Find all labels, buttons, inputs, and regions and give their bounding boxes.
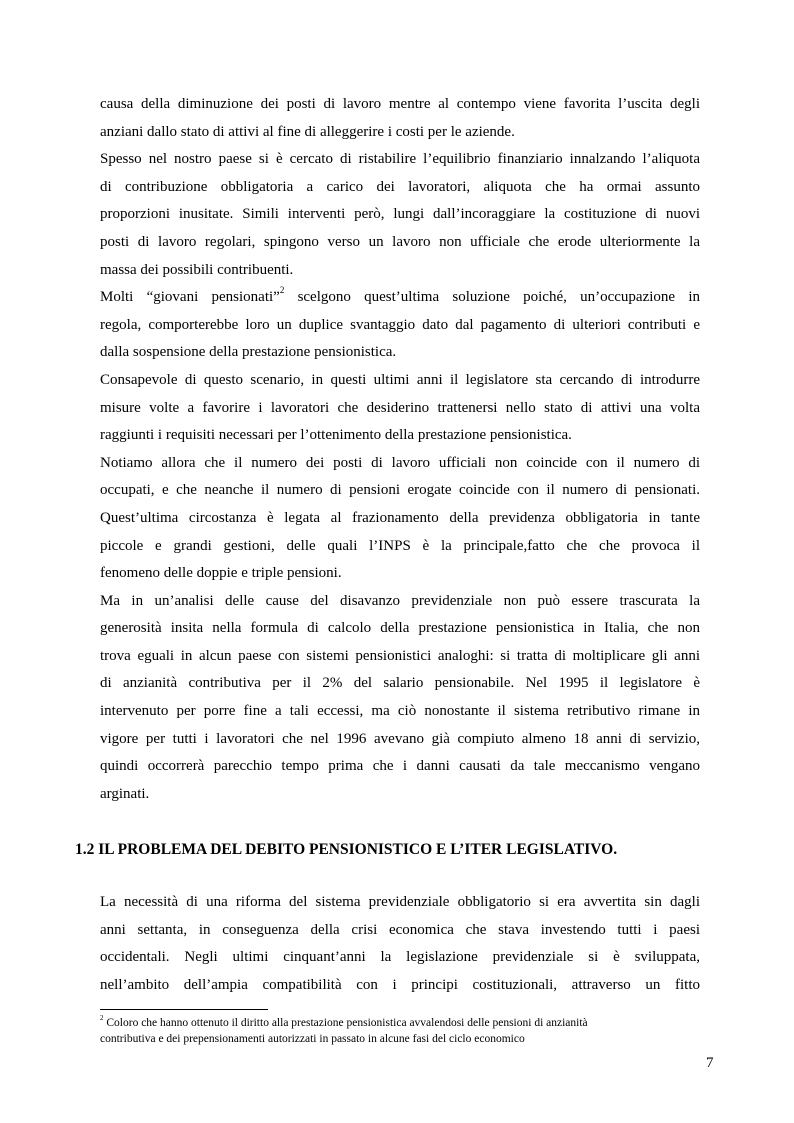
footnote-line: [100, 1015, 700, 1031]
text-line: quindi occorrerà parecchio tempo prima che i danni causati da tale meccanismo vengano: [100, 758, 700, 775]
text-line: arginati.: [100, 785, 150, 802]
text-line: generosità insita nella formula di calcolo della prestazione pensionistica in Italia, che non: [100, 620, 700, 637]
text-line: intervenuto per porre fine a tali eccessi, ma ciò nonostante il sistema retributivo rimane in: [100, 703, 700, 720]
text-line: misure volte a favorire i lavoratori che desiderino trattenersi nello stato di attivi una volta: [100, 399, 700, 416]
text-line: nell’ambito dell’ampia compatibilità con i principi costituzionali, attraverso un fitto: [100, 976, 700, 993]
text-line: Notiamo allora che il numero dei posti di lavoro ufficiali non coincide con il numero di: [100, 454, 700, 471]
text-line: Ma in un’analisi delle cause del disavanzo previdenziale non può essere trascurata la: [100, 592, 700, 609]
text-line: di contribuzione obbligatoria a carico dei lavoratori, aliquota che ha ormai assunto: [100, 178, 700, 195]
text-line: anni settanta, in conseguenza della crisi economica che stava investendo tutti i paesi: [100, 921, 700, 938]
text-line: proporzioni inusitate. Simili interventi però, lungi dall’incoraggiare la costituzione di nuovi: [100, 206, 700, 223]
text-fragment: scelgono quest’ultima soluzione poiché, un’occupazione in: [284, 289, 700, 306]
text-line: La necessità di una riforma del sistema previdenziale obbligatorio si era avvertita sin dagli: [100, 894, 700, 910]
footnote: [100, 1015, 700, 1047]
text-line: posti di lavoro regolari, spingono verso un lavoro non ufficiale che erode ulteriormente la: [100, 233, 700, 250]
body-text-top: [100, 91, 700, 808]
text-line: fenomeno delle doppie e triple pensioni.: [100, 565, 342, 582]
text-line: Quest’ultima circostanza è legata al frazionamento della previdenza obbligatoria in tante: [100, 509, 700, 526]
text-line: raggiunti i requisiti necessari per l’ottenimento della prestazione pensionistica.: [100, 427, 572, 444]
text-line: dalla sospensione della prestazione pensionistica.: [100, 344, 397, 361]
text-line: di anzianità contributiva per il 2% del salario pensionabile. Nel 1995 il legislatore è: [100, 675, 700, 692]
body-text-bottom: [100, 889, 700, 999]
text-line: regola, comporterebbe loro un duplice svantaggio dato dal pagamento di ulteriori contributi e: [100, 316, 700, 333]
text-line: anziani dallo stato di attivi al fine di alleggerire i costi per le aziende.: [100, 123, 515, 140]
text-line: Consapevole di questo scenario, in questi ultimi anni il legislatore sta cercando di introdurre: [100, 371, 700, 388]
section-heading: 1.2 IL PROBLEMA DEL DEBITO PENSIONISTICO E L’ITER LEGISLATIVO.: [75, 841, 618, 858]
footnote-separator: [100, 1009, 268, 1010]
text-line: trova eguali in alcun paese con sistemi pensionistici analoghi: si tratta di moltiplicare gli anni: [100, 647, 700, 664]
footnote-number: 2: [100, 1014, 104, 1023]
text-line: Spesso nel nostro paese si è cercato di ristabilire l’equilibrio finanziario innalzando l’aliquota: [100, 151, 700, 168]
text-fragment: Molti “giovani pensionati”: [100, 289, 280, 306]
text-line: causa della diminuzione dei posti di lavoro mentre al contempo viene favorita l’uscita degli: [100, 96, 700, 112]
footnote-text: Coloro che hanno ottenuto il diritto alla prestazione pensionistica avvalendosi delle pensioni di anzianità: [103, 1017, 588, 1029]
page-number: 7: [706, 1055, 714, 1071]
text-line: occidentali. Negli ultimi cinquant’anni la legislazione previdenziale si è sviluppata,: [100, 949, 700, 966]
text-line: massa dei possibili contribuenti.: [100, 261, 294, 278]
footnote-reference[interactable]: 2: [279, 285, 285, 296]
text-line: piccole e grandi gestioni, delle quali l’INPS è la principale,fatto che che provoca il: [100, 537, 700, 554]
text-line-with-footnote-ref: [100, 284, 700, 312]
footnote-line: contributiva e dei prepensionamenti autorizzati in passato in alcune fasi del ciclo economico: [100, 1033, 525, 1045]
text-line: vigore per tutti i lavoratori che nel 1996 avevano già compiuto almeno 18 anni di servizio,: [100, 730, 700, 747]
text-line: occupati, e che neanche il numero di pensioni erogate coincide con il numero di pensionati.: [100, 482, 700, 499]
